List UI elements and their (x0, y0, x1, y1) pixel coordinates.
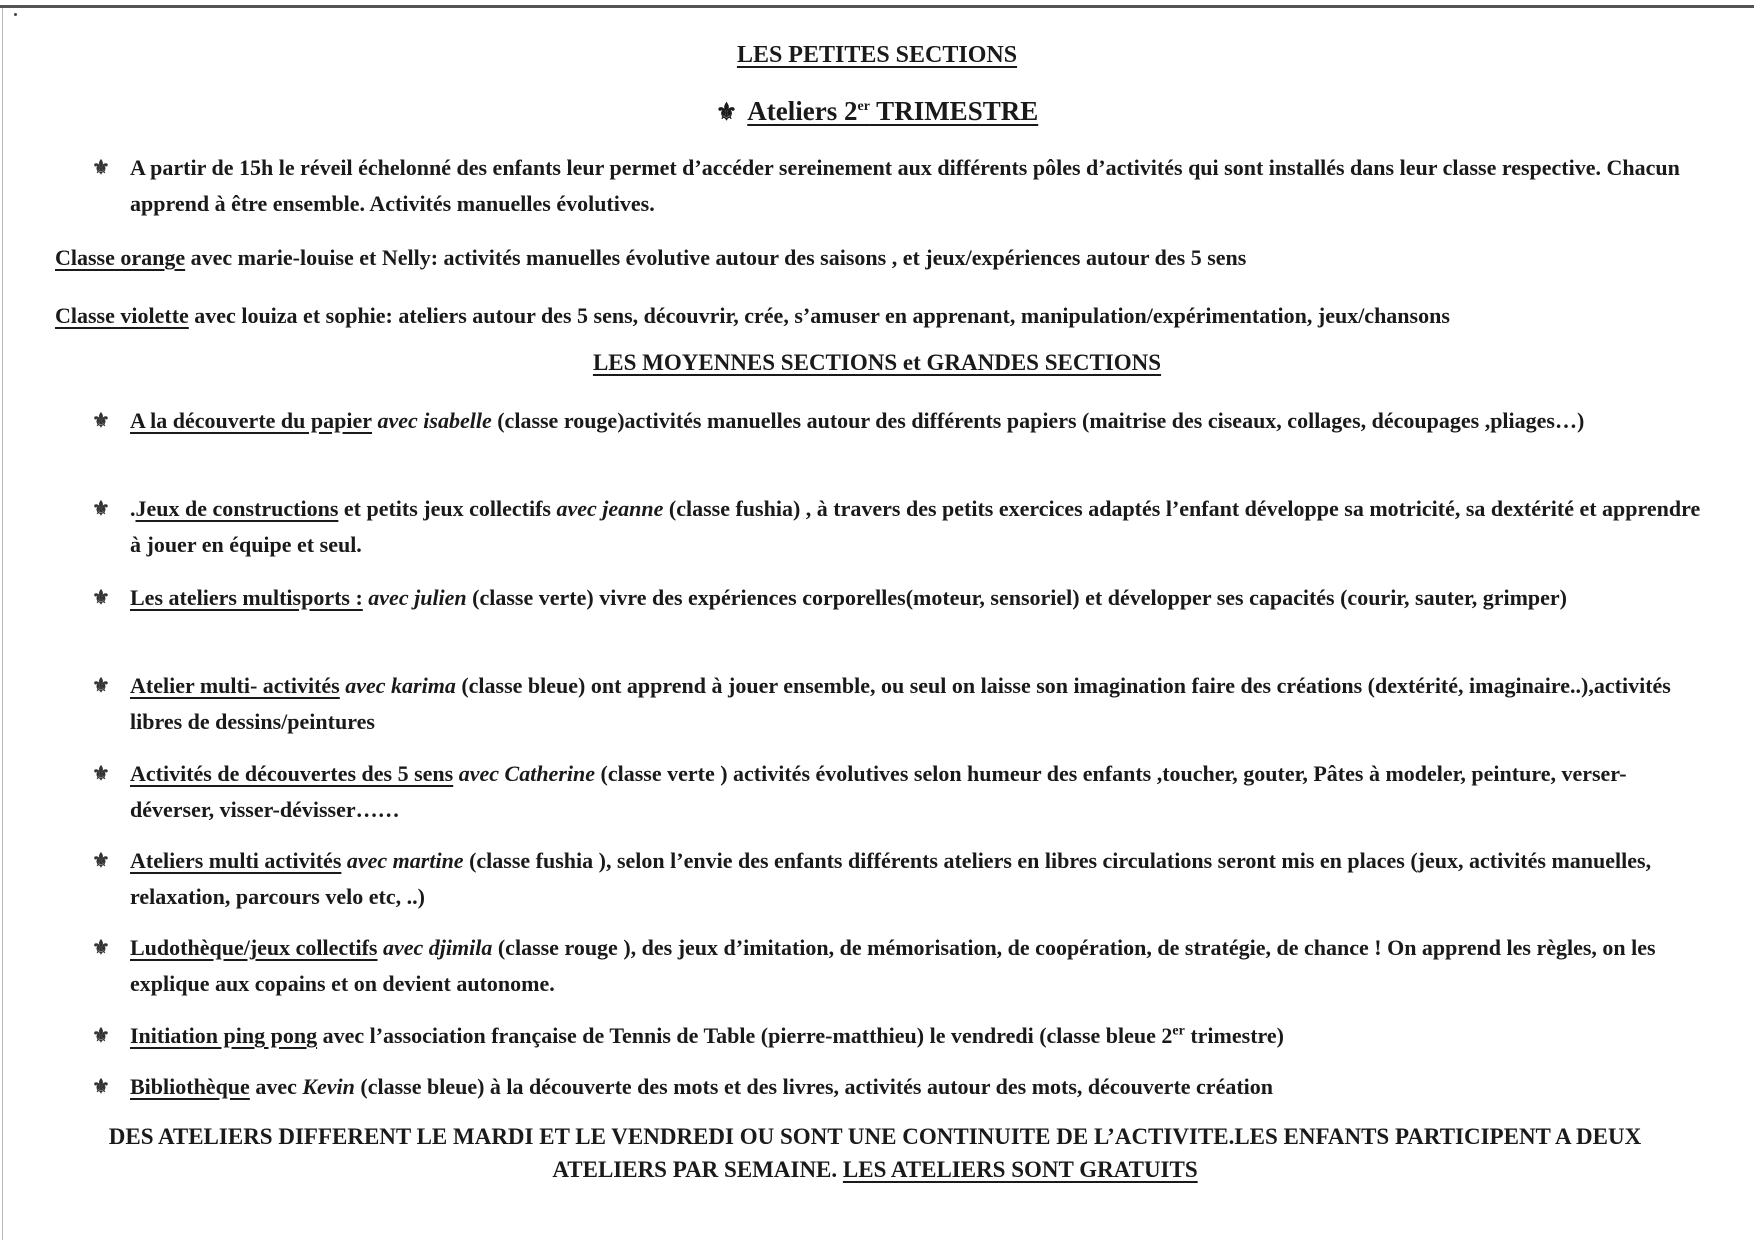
scan-dot (14, 13, 17, 16)
footer-note (60, 1120, 1690, 1186)
atelier-item (92, 403, 1710, 439)
fleur-icon: ⚜ (92, 157, 110, 179)
atelier-prefix: . (130, 496, 136, 521)
atelier-title: Ludothèque/jeux collectifs (130, 935, 378, 960)
top-border (0, 5, 1754, 8)
classe-violette-line (55, 297, 1615, 334)
title-ateliers-sup: er (857, 99, 870, 114)
classe-orange-text: avec marie-louise et Nelly: activités manuelles évolutive autour des saisons , et jeux/expériences autour des 5 sens (185, 245, 1247, 270)
fleur-icon: ⚜ (92, 498, 110, 520)
atelier-item (92, 668, 1710, 740)
title-ateliers-text: Ateliers 2 (747, 96, 858, 126)
footer-text: DES ATELIERS DIFFERENT LE MARDI ET LE VENDREDI OU SONT UNE CONTINUITE DE L’ACTIVITE.LES ENFANTS PARTICIPENT A DEUX ATELIERS PAR SEMAINE. (108, 1124, 1642, 1182)
fleur-icon: ⚜ (715, 100, 738, 126)
atelier-item (92, 1018, 1710, 1054)
atelier-title: Ateliers multi activités (130, 848, 342, 873)
classe-orange-label: Classe orange (55, 245, 186, 270)
intro-paragraph (92, 150, 1710, 222)
fleur-icon: ⚜ (92, 675, 110, 697)
footer-gratuits: LES ATELIERS SONT GRATUITS (842, 1157, 1198, 1182)
fleur-icon: ⚜ (92, 1076, 110, 1098)
atelier-item (92, 930, 1710, 1002)
atelier-description-2: trimestre) (1184, 1023, 1284, 1048)
atelier-item (92, 1069, 1710, 1105)
atelier-description: (classe verte) vivre des expériences corporelles(moteur, sensoriel) et développer ses capacités (courir, sauter, grimper) (466, 585, 1567, 610)
atelier-animateur: avec isabelle (372, 408, 492, 433)
classe-violette-label: Classe violette (55, 303, 189, 328)
atelier-animateur: avec julien (362, 585, 467, 610)
atelier-title: Initiation ping pong (130, 1023, 318, 1048)
title-moyennes-grandes-sections: LES MOYENNES SECTIONS et GRANDES SECTIONS (592, 350, 1162, 375)
atelier-title: Jeux de constructions (135, 496, 339, 521)
atelier-animateur: avec Catherine (453, 761, 595, 786)
atelier-description: avec l’association française de Tennis de Table (pierre-matthieu) le vendredi (classe bleue 2 (317, 1023, 1173, 1048)
atelier-sup: er (1172, 1023, 1185, 1039)
atelier-title: Atelier multi- activités (130, 673, 340, 698)
atelier-item (92, 580, 1710, 616)
atelier-description: avec (249, 1074, 303, 1099)
fleur-icon: ⚜ (92, 1025, 110, 1047)
atelier-description-2: (classe fushia) , à travers des petits exercices adaptés l’enfant développe sa motricité, sa dextérité et apprendre à jouer en équipe et seul. (130, 496, 1701, 557)
atelier-title: Les ateliers multisports : (130, 585, 363, 610)
atelier-animateur: avec karima (339, 673, 456, 698)
atelier-description: (classe fushia ), selon l’envie des enfants différents ateliers en libres circulations seront mis en places (jeux, activités manuelles, relaxation, parcours velo etc, ..) (130, 848, 1652, 909)
atelier-item (92, 491, 1710, 563)
title-petites-sections: LES PETITES SECTIONS (736, 42, 1018, 68)
atelier-animateur: avec jeanne (556, 496, 664, 521)
atelier-description-2: (classe bleue) à la découverte des mots et des livres, activités autour des mots, découverte création (354, 1074, 1274, 1099)
atelier-animateur: Kevin (302, 1074, 355, 1099)
fleur-icon: ⚜ (92, 937, 110, 959)
atelier-item (92, 843, 1710, 915)
atelier-description: (classe rouge ), des jeux d’imitation, de mémorisation, de coopération, de stratégie, de chance ! On apprend les règles, on les explique aux copains et on devient autonome. (130, 935, 1656, 996)
title-ateliers-trimestre (0, 96, 1754, 127)
fleur-icon: ⚜ (92, 850, 110, 872)
atelier-title: A la découverte du papier (130, 408, 372, 433)
atelier-item (92, 756, 1710, 828)
left-border (2, 8, 3, 1240)
atelier-animateur: avec djimila (377, 935, 493, 960)
intro-text: A partir de 15h le réveil échelonné des enfants leur permet d’accéder sereinement aux différents pôles d’activités qui sont installés dans leur classe respective. Chacun apprend à être ensemble. Activités manuelles évolutives. (130, 155, 1680, 216)
atelier-title: Bibliothèque (130, 1074, 250, 1099)
fleur-icon: ⚜ (92, 587, 110, 609)
atelier-animateur: avec martine (341, 848, 464, 873)
atelier-description: et petits jeux collectifs (338, 496, 557, 521)
classe-orange-line (55, 239, 1615, 276)
atelier-description: (classe rouge)activités manuelles autour des différents papiers (maitrise des ciseaux, collages, découpages ,pliages…) (491, 408, 1585, 433)
fleur-icon: ⚜ (92, 763, 110, 785)
atelier-description: (classe bleue) ont apprend à jouer ensemble, ou seul on laisse son imagination faire des créations (dextérité, imaginaire..),activités libres de dessins/peintures (130, 673, 1671, 734)
atelier-title: Activités de découvertes des 5 sens (130, 761, 454, 786)
title-ateliers-text-after: TRIMESTRE (869, 96, 1039, 126)
fleur-icon: ⚜ (92, 410, 110, 432)
classe-violette-text: avec louiza et sophie: ateliers autour des 5 sens, découvrir, crée, s’amuser en apprenant, manipulation/expérimentation, jeux/chansons (188, 303, 1450, 328)
atelier-description: (classe verte ) activités évolutives selon humeur des enfants ,toucher, gouter, Pâtes à modeler, peinture, verser-déverser, visser-dévisser…… (130, 761, 1627, 822)
